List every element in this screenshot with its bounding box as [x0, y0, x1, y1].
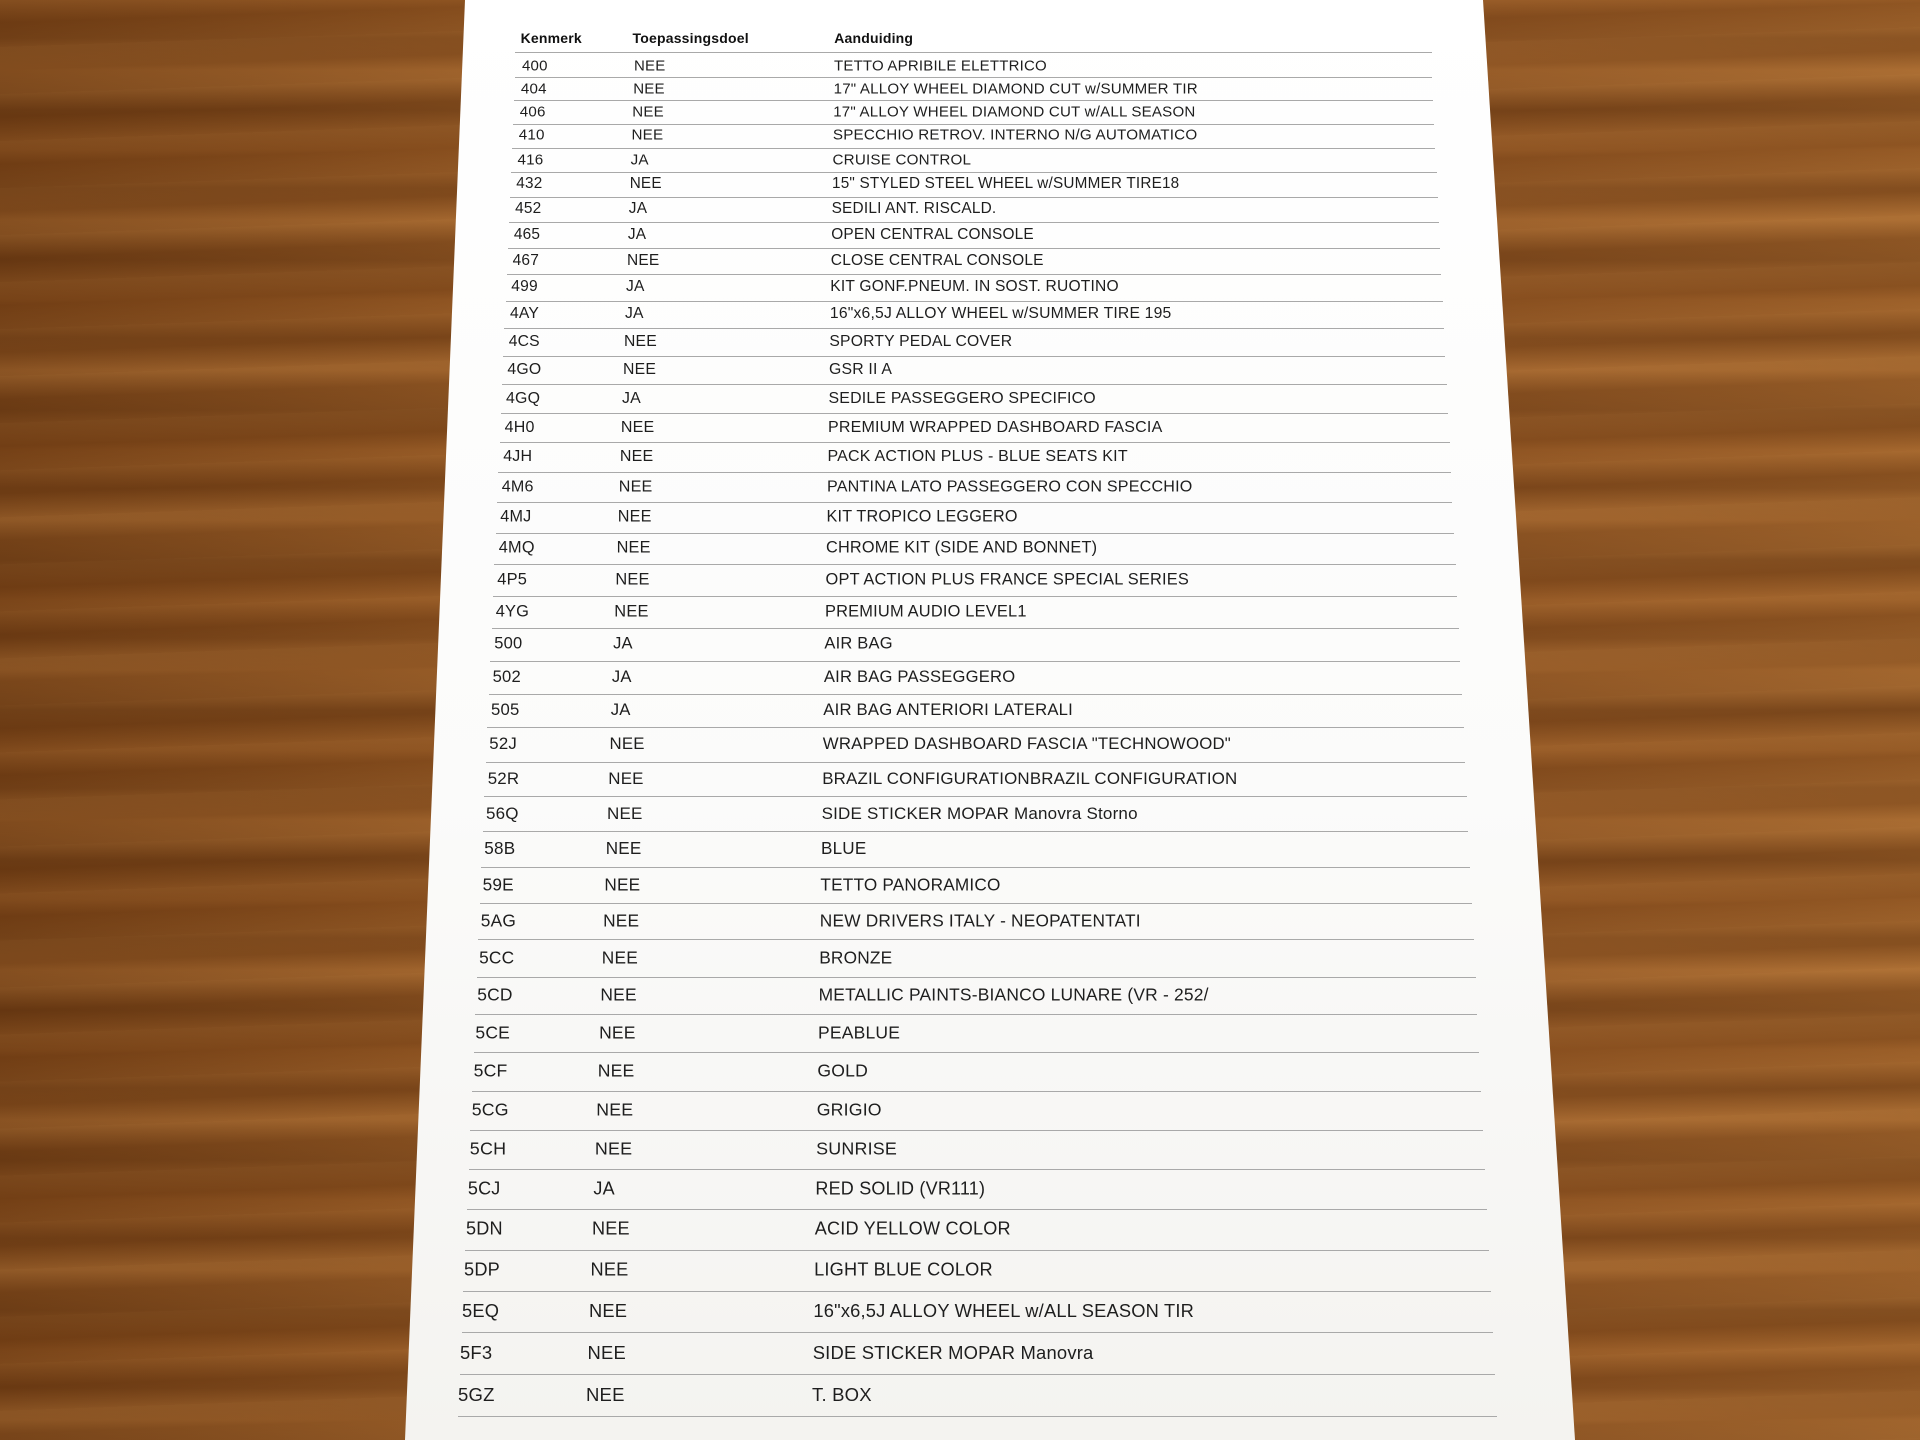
row-kenmerk-code: 5GZ — [458, 1384, 495, 1405]
row-kenmerk-code: 52J — [489, 734, 517, 754]
row-divider — [498, 472, 1451, 473]
row-toepassingsdoel: JA — [611, 667, 632, 686]
row-divider — [484, 796, 1466, 797]
row-divider — [510, 197, 1438, 198]
row-kenmerk-code: 5CD — [477, 984, 513, 1005]
row-divider — [506, 301, 1443, 302]
row-divider — [487, 727, 1463, 728]
row-divider — [470, 1130, 1483, 1131]
row-toepassingsdoel: NEE — [614, 602, 649, 621]
row-aanduiding: TETTO PANORAMICO — [820, 874, 1001, 895]
row-divider — [480, 903, 1472, 904]
row-aanduiding: KIT TROPICO LEGGERO — [826, 507, 1018, 526]
row-divider — [496, 533, 1454, 534]
row-kenmerk-code: 4AY — [510, 305, 540, 323]
row-divider — [502, 384, 1447, 385]
row-toepassingsdoel: NEE — [623, 361, 657, 378]
row-divider — [472, 1091, 1481, 1092]
row-aanduiding: GRIGIO — [816, 1099, 882, 1120]
row-aanduiding: WRAPPED DASHBOARD FASCIA "TECHNOWOOD" — [822, 734, 1231, 754]
row-divider — [481, 867, 1470, 868]
row-aanduiding: BRONZE — [819, 947, 893, 968]
row-aanduiding: AIR BAG — [824, 634, 893, 653]
row-kenmerk-code: 416 — [517, 151, 544, 168]
row-aanduiding: 16"x6,5J ALLOY WHEEL w/ALL SEASON TIR — [813, 1300, 1195, 1322]
row-kenmerk-code: 452 — [515, 200, 542, 218]
row-toepassingsdoel: NEE — [586, 1384, 625, 1405]
row-divider — [515, 52, 1432, 53]
row-toepassingsdoel: NEE — [618, 477, 653, 496]
row-aanduiding: BRAZIL CONFIGURATIONBRAZIL CONFIGURATION — [822, 768, 1238, 788]
row-aanduiding: OPT ACTION PLUS FRANCE SPECIAL SERIES — [825, 570, 1190, 589]
row-aanduiding: SEDILE PASSEGGERO SPECIFICO — [828, 389, 1096, 407]
row-toepassingsdoel: NEE — [627, 251, 660, 269]
row-kenmerk-code: 58B — [484, 838, 516, 858]
row-divider — [507, 274, 1442, 275]
row-kenmerk-code: 5CJ — [467, 1178, 501, 1199]
row-aanduiding: OPEN CENTRAL CONSOLE — [831, 225, 1034, 243]
row-kenmerk-code: 52R — [487, 768, 520, 788]
row-aanduiding: 17" ALLOY WHEEL DIAMOND CUT w/ALL SEASON — [833, 103, 1196, 121]
row-kenmerk-code: 4M6 — [501, 477, 534, 496]
row-toepassingsdoel: NEE — [600, 984, 637, 1005]
row-kenmerk-code: 4MQ — [498, 538, 535, 557]
row-toepassingsdoel: JA — [610, 700, 631, 720]
row-kenmerk-code: 59E — [482, 874, 514, 895]
row-aanduiding: AIR BAG PASSEGGERO — [823, 667, 1016, 686]
row-toepassingsdoel: NEE — [590, 1259, 629, 1280]
row-aanduiding: PREMIUM WRAPPED DASHBOARD FASCIA — [828, 418, 1163, 436]
row-kenmerk-code: 4H0 — [504, 418, 535, 436]
row-toepassingsdoel: NEE — [616, 538, 651, 557]
row-kenmerk-code: 5CH — [469, 1138, 507, 1159]
row-kenmerk-code: 467 — [512, 251, 540, 269]
row-toepassingsdoel: NEE — [592, 1218, 630, 1239]
row-aanduiding: 17" ALLOY WHEEL DIAMOND CUT w/SUMMER TIR — [833, 80, 1198, 98]
row-aanduiding: 16"x6,5J ALLOY WHEEL w/SUMMER TIRE 195 — [829, 305, 1172, 323]
row-kenmerk-code: 5AG — [480, 910, 516, 931]
row-toepassingsdoel: NEE — [589, 1300, 628, 1322]
row-kenmerk-code: 505 — [491, 700, 520, 720]
row-kenmerk-code: 5DN — [466, 1218, 503, 1239]
row-toepassingsdoel: JA — [593, 1178, 615, 1199]
row-aanduiding: CRUISE CONTROL — [832, 151, 972, 168]
row-aanduiding: LIGHT BLUE COLOR — [814, 1259, 993, 1280]
row-divider — [478, 939, 1474, 940]
row-aanduiding: SPORTY PEDAL COVER — [829, 333, 1013, 350]
row-divider — [515, 77, 1432, 78]
row-kenmerk-code: 5CE — [475, 1022, 511, 1043]
row-divider — [504, 328, 1444, 329]
row-toepassingsdoel: NEE — [605, 838, 642, 858]
row-toepassingsdoel: NEE — [631, 126, 664, 144]
row-aanduiding: CLOSE CENTRAL CONSOLE — [830, 251, 1044, 269]
row-aanduiding: GOLD — [817, 1060, 869, 1081]
row-aanduiding: SIDE STICKER MOPAR Manovra — [812, 1341, 1094, 1363]
row-divider — [486, 762, 1465, 763]
row-toepassingsdoel: NEE — [608, 768, 644, 788]
row-toepassingsdoel: NEE — [597, 1060, 635, 1081]
row-divider — [514, 100, 1433, 101]
row-toepassingsdoel: JA — [626, 278, 645, 296]
row-aanduiding: SIDE STICKER MOPAR Manovra Storno — [821, 803, 1138, 823]
row-toepassingsdoel: NEE — [619, 448, 654, 465]
row-kenmerk-code: 5CC — [479, 947, 515, 968]
row-aanduiding: AIR BAG ANTERIORI LATERALI — [823, 700, 1073, 720]
row-kenmerk-code: 404 — [520, 80, 547, 98]
row-aanduiding: SPECCHIO RETROV. INTERNO N/G AUTOMATICO — [832, 126, 1198, 144]
row-divider — [467, 1209, 1487, 1210]
row-toepassingsdoel: NEE — [620, 418, 655, 436]
row-divider — [503, 356, 1445, 357]
row-aanduiding: ACID YELLOW COLOR — [814, 1218, 1011, 1239]
row-toepassingsdoel: NEE — [604, 874, 641, 895]
row-divider — [477, 977, 1476, 978]
row-toepassingsdoel: NEE — [609, 734, 645, 754]
row-toepassingsdoel: JA — [627, 225, 647, 243]
row-divider — [462, 1332, 1493, 1333]
row-aanduiding: PACK ACTION PLUS - BLUE SEATS KIT — [827, 448, 1128, 465]
row-divider — [492, 628, 1459, 629]
row-aanduiding: METALLIC PAINTS-BIANCO LUNARE (VR - 252/ — [818, 984, 1209, 1005]
row-aanduiding: KIT GONF.PNEUM. IN SOST. RUOTINO — [830, 278, 1119, 296]
row-kenmerk-code: 5CF — [473, 1060, 508, 1081]
row-divider — [497, 502, 1453, 503]
row-kenmerk-code: 432 — [516, 175, 543, 193]
row-aanduiding: BLUE — [821, 838, 867, 858]
row-kenmerk-code: 4GO — [507, 361, 542, 378]
row-kenmerk-code: 499 — [511, 278, 538, 296]
row-divider — [508, 248, 1441, 249]
row-divider — [458, 1416, 1497, 1417]
row-toepassingsdoel: JA — [625, 305, 644, 323]
row-divider — [513, 124, 1434, 125]
row-kenmerk-code: 4MJ — [500, 507, 532, 526]
row-divider — [500, 442, 1450, 443]
row-divider — [493, 596, 1457, 597]
row-toepassingsdoel: NEE — [624, 333, 657, 350]
row-toepassingsdoel: NEE — [594, 1138, 633, 1159]
row-toepassingsdoel: NEE — [633, 80, 665, 98]
row-kenmerk-code: 4JH — [503, 448, 533, 465]
row-divider — [490, 661, 1460, 662]
row-aanduiding: RED SOLID (VR111) — [815, 1178, 986, 1199]
row-kenmerk-code: 4CS — [508, 333, 540, 350]
row-aanduiding: T. BOX — [812, 1384, 872, 1405]
row-toepassingsdoel: JA — [628, 200, 648, 218]
row-divider — [483, 831, 1469, 832]
row-divider — [509, 222, 1439, 223]
row-toepassingsdoel: NEE — [634, 57, 666, 75]
row-toepassingsdoel: JA — [613, 634, 633, 653]
row-toepassingsdoel: NEE — [599, 1022, 636, 1043]
row-kenmerk-code: 406 — [519, 103, 546, 121]
row-aanduiding: PANTINA LATO PASSEGGERO CON SPECCHIO — [827, 477, 1193, 496]
row-aanduiding: PEABLUE — [818, 1022, 901, 1043]
row-divider — [512, 148, 1435, 149]
row-kenmerk-code: 5EQ — [462, 1300, 500, 1322]
row-aanduiding: GSR II A — [829, 361, 893, 378]
row-kenmerk-code: 4YG — [495, 602, 530, 621]
row-toepassingsdoel: NEE — [615, 570, 650, 589]
row-toepassingsdoel: NEE — [601, 947, 638, 968]
row-toepassingsdoel: NEE — [617, 507, 652, 526]
row-aanduiding: CHROME KIT (SIDE AND BONNET) — [826, 538, 1098, 557]
row-kenmerk-code: 5CG — [471, 1099, 509, 1120]
row-divider — [489, 694, 1462, 695]
row-toepassingsdoel: NEE — [596, 1099, 634, 1120]
row-toepassingsdoel: NEE — [632, 103, 664, 121]
row-aanduiding: SUNRISE — [816, 1138, 898, 1159]
header-kenmerk: Kenmerk — [520, 30, 582, 46]
row-divider — [465, 1250, 1489, 1251]
row-divider — [474, 1052, 1480, 1053]
row-divider — [469, 1169, 1485, 1170]
row-kenmerk-code: 410 — [518, 126, 545, 144]
row-aanduiding: NEW DRIVERS ITALY - NEOPATENTATI — [819, 910, 1141, 931]
row-kenmerk-code: 5DP — [464, 1259, 500, 1280]
row-toepassingsdoel: NEE — [603, 910, 640, 931]
row-kenmerk-code: 465 — [513, 225, 541, 243]
row-aanduiding: TETTO APRIBILE ELETTRICO — [834, 57, 1047, 75]
header-toepassingsdoel: Toepassingsdoel — [632, 30, 749, 46]
row-divider — [475, 1014, 1477, 1015]
header-aanduiding: Aanduiding — [834, 30, 914, 46]
row-aanduiding: 15" STYLED STEEL WHEEL w/SUMMER TIRE18 — [832, 175, 1180, 193]
row-kenmerk-code: 500 — [494, 634, 523, 653]
row-toepassingsdoel: JA — [622, 389, 641, 407]
row-kenmerk-code: 56Q — [486, 803, 519, 823]
row-aanduiding: SEDILI ANT. RISCALD. — [831, 200, 997, 218]
row-divider — [501, 413, 1449, 414]
row-kenmerk-code: 502 — [492, 667, 521, 686]
row-kenmerk-code: 400 — [522, 57, 548, 75]
row-toepassingsdoel: JA — [630, 151, 649, 168]
row-kenmerk-code: 5F3 — [460, 1341, 493, 1363]
row-kenmerk-code: 4GQ — [506, 389, 541, 407]
row-divider — [494, 564, 1455, 565]
row-kenmerk-code: 4P5 — [497, 570, 528, 589]
row-toepassingsdoel: NEE — [607, 803, 643, 823]
row-divider — [511, 172, 1437, 173]
row-divider — [460, 1374, 1495, 1375]
row-toepassingsdoel: NEE — [629, 175, 662, 193]
row-aanduiding: PREMIUM AUDIO LEVEL1 — [825, 602, 1027, 621]
row-divider — [463, 1291, 1491, 1292]
row-toepassingsdoel: NEE — [587, 1341, 626, 1363]
